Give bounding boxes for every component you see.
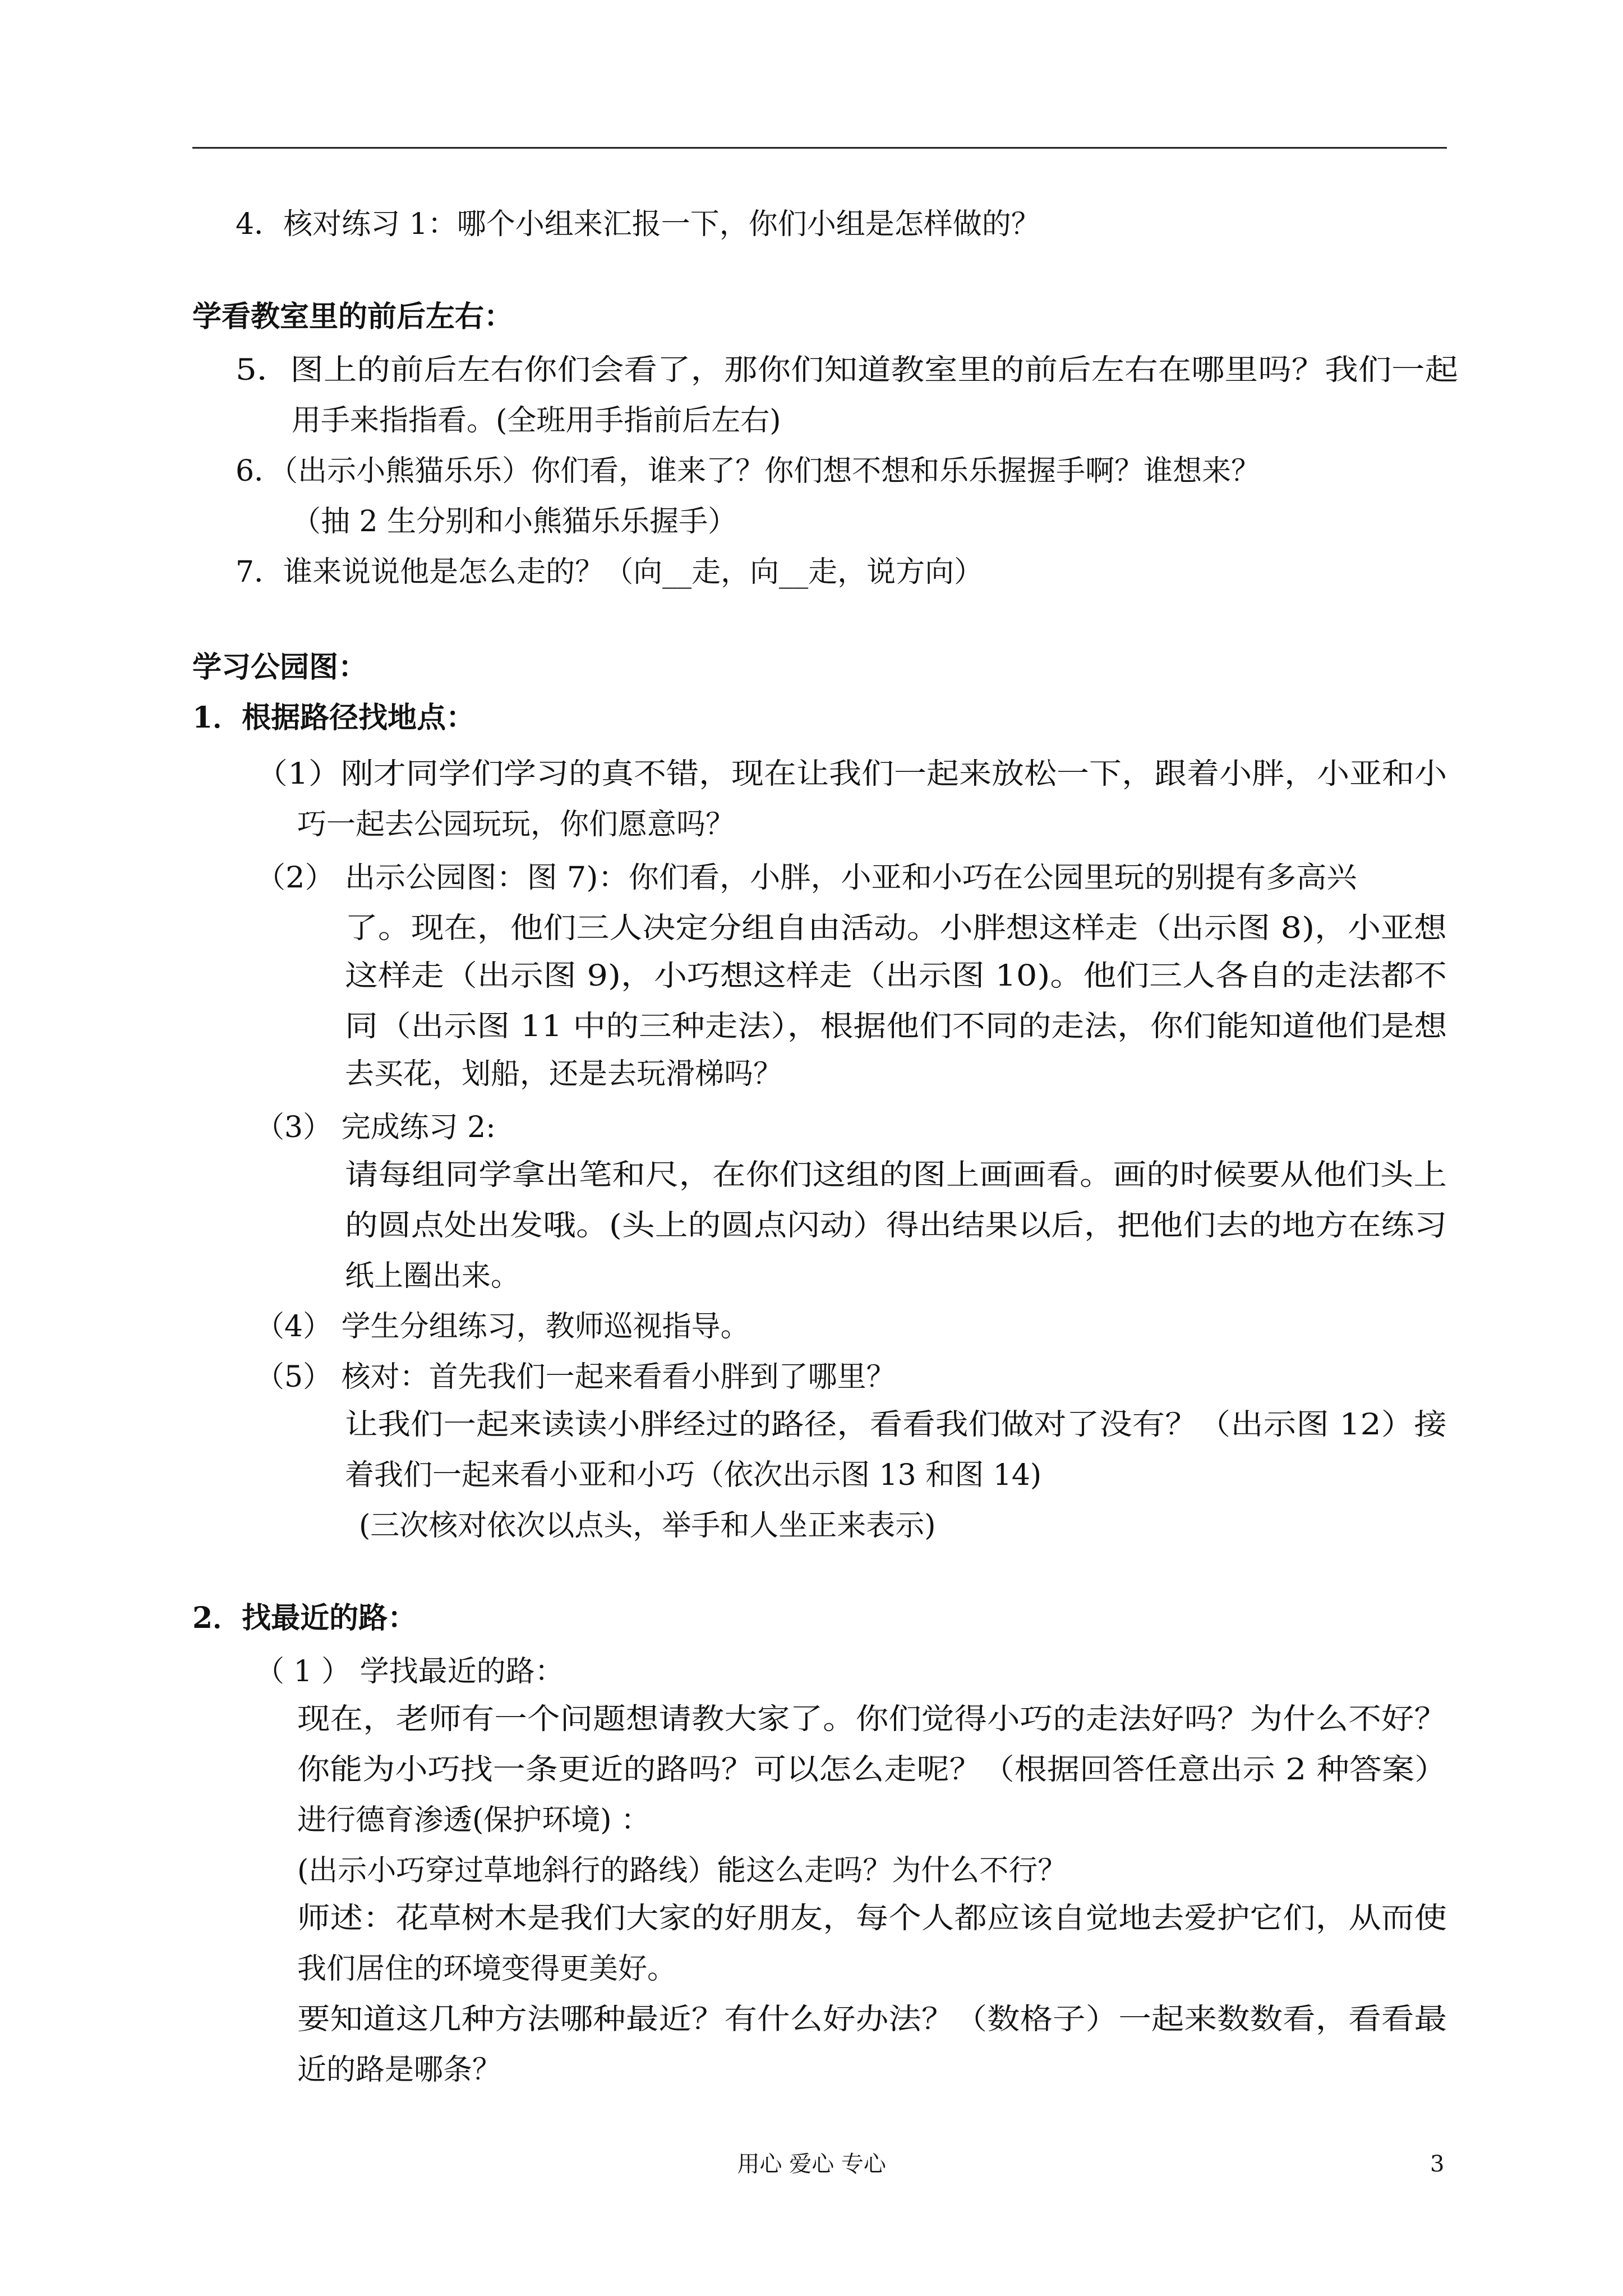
text-line: 巧一起去公园玩玩，你们愿意吗？ — [297, 808, 735, 841]
text-line: （ 1 ） 学找最近的路： — [255, 1655, 564, 1688]
section-heading: 2．找最近的路： — [192, 1601, 417, 1635]
section-heading: 学习公园图： — [192, 650, 368, 684]
text-line: （5） 核对：首先我们一起来看看小胖到了哪里？ — [255, 1360, 896, 1394]
footer-text: 用心 爱心 专心 — [737, 2151, 886, 2177]
text-line: 5．图上的前后左右你们会看了，那你们知道教室里的前后左右在哪里吗？我们一起 — [236, 353, 1459, 387]
text-line: (三次核对依次以点头，举手和人坐正来表示) — [359, 1509, 936, 1543]
text-line: （3） 完成练习 2: — [255, 1111, 496, 1144]
text-line: （2） 出示公园图：图 7)：你们看，小胖，小亚和小巧在公园里玩的别提有多高兴 — [255, 861, 1357, 895]
text-line: 现在，老师有一个问题想请教大家了。你们觉得小巧的走法好吗？为什么不好？ — [297, 1703, 1447, 1736]
text-line: 同（出示图 11 中的三种走法），根据他们不同的走法，你们能知道他们是想 — [345, 1010, 1447, 1043]
text-line: 的圆点处出发哦。(头上的圆点闪动）得出结果以后，把他们去的地方在练习 — [345, 1209, 1447, 1243]
text-line: 我们居住的环境变得更美好。 — [297, 1952, 677, 1986]
page-number: 3 — [1430, 2151, 1445, 2177]
text-line: 纸上圈出来。 — [345, 1259, 520, 1293]
text-line: 着我们一起来看小亚和小巧（依次出示图 13 和图 14) — [345, 1458, 1042, 1492]
text-line: 4．核对练习 1：哪个小组来汇报一下，你们小组是怎样做的？ — [236, 208, 1040, 241]
text-line: 这样走（出示图 9)，小巧想这样走（出示图 10)。他们三人各自的走法都不 — [345, 959, 1447, 993]
text-line: （4） 学生分组练习，教师巡视指导。 — [255, 1310, 750, 1343]
section-heading: 1．根据路径找地点： — [192, 701, 476, 735]
text-line: 要知道这几种方法哪种最近？有什么好办法？（数格子）一起来数数看，看看最 — [297, 2003, 1447, 2036]
text-line: 请每组同学拿出笔和尺，在你们这组的图上画画看。画的时候要从他们头上 — [345, 1158, 1447, 1192]
text-line: 让我们一起来读读小胖经过的路径，看看我们做对了没有？（出示图 12）接 — [345, 1408, 1447, 1442]
text-line: 用手来指指看。(全班用手指前后左右) — [292, 404, 781, 438]
section-heading: 学看教室里的前后左右： — [192, 300, 514, 334]
text-line: （1）刚才同学们学习的真不错，现在让我们一起来放松一下，跟着小胖，小亚和小 — [255, 757, 1447, 791]
text-line: 去买花，划船，还是去玩滑梯吗？ — [345, 1057, 783, 1091]
header-rule — [192, 147, 1447, 149]
text-line: 7．谁来说说他是怎么走的？（向__走，向__走，说方向） — [236, 555, 984, 589]
text-line: 进行德育渗透(保护环境) ： — [297, 1803, 651, 1837]
text-line: （抽 2 生分别和小熊猫乐乐握手） — [292, 505, 737, 539]
text-line: 你能为小巧找一条更近的路吗？可以怎么走呢？（根据回答任意出示 2 种答案） — [297, 1753, 1447, 1787]
text-line: 了。现在，他们三人决定分组自由活动。小胖想这样走（出示图 8)，小亚想 — [345, 912, 1447, 945]
text-line: 6．（出示小熊猫乐乐）你们看，谁来了？你们想不想和乐乐握握手啊？谁想来？ — [236, 454, 1261, 488]
text-line: 近的路是哪条？ — [297, 2053, 502, 2087]
text-line: (出示小巧穿过草地斜行的路线）能这么走吗？为什么不行？ — [297, 1854, 1067, 1888]
text-line: 师述：花草树木是我们大家的好朋友，每个人都应该自觉地去爱护它们，从而使 — [297, 1902, 1447, 1935]
